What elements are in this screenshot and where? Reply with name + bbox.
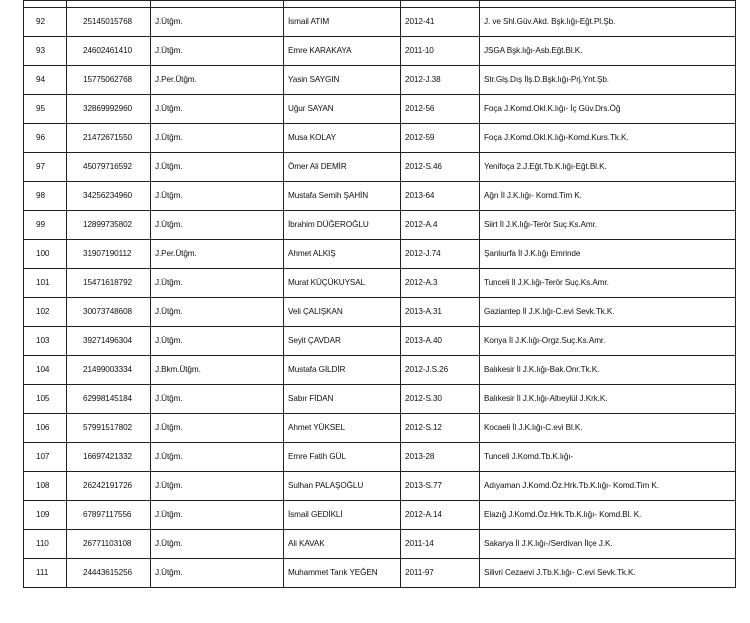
cell-row-number: 98 bbox=[24, 182, 67, 211]
cell-id-number: 15775062768 bbox=[67, 66, 151, 95]
cell-unit-assignment: Tunceli J.Komd.Tb.K.lığı- bbox=[480, 443, 736, 472]
cell-row-number: 103 bbox=[24, 327, 67, 356]
cell-full-name: Murat KÜÇÜKUYSAL bbox=[284, 269, 401, 298]
cell-row-number: 99 bbox=[24, 211, 67, 240]
cell-row-number: 101 bbox=[24, 269, 67, 298]
cell-id-number: 57991517802 bbox=[67, 414, 151, 443]
cell-class-code: 2011-14 bbox=[401, 530, 480, 559]
cell-full-name: Yasin SAYGIN bbox=[284, 66, 401, 95]
cell-rank: J.Ütğm. bbox=[151, 443, 284, 472]
cell-rank: J.Ütğm. bbox=[151, 298, 284, 327]
cell-full-name: İbrahim DÜĞEROĞLU bbox=[284, 211, 401, 240]
cell-row-number: 111 bbox=[24, 559, 67, 588]
cell-rank: J.Ütğm. bbox=[151, 472, 284, 501]
cell-class-code: 2012-56 bbox=[401, 95, 480, 124]
cell-id-number: 21472671550 bbox=[67, 124, 151, 153]
cell-rank: J.Per.Ütğm. bbox=[151, 66, 284, 95]
table-row bbox=[24, 95, 736, 124]
cell-rank: J.Ütğm. bbox=[151, 182, 284, 211]
cell-unit-assignment: Silivri Cezaevi J.Tb.K.lığı- C.evi Sevk.Tk.K. bbox=[480, 559, 736, 588]
cell-unit-assignment: Foça J.Komd.Okl.K.lığı- İç Güv.Drs.Öğ bbox=[480, 95, 736, 124]
cell-rank: J.Ütğm. bbox=[151, 124, 284, 153]
cell-class-code: 2012-59 bbox=[401, 124, 480, 153]
table-row-cut-off bbox=[24, 1, 736, 8]
cell-class-code: 2012-J.38 bbox=[401, 66, 480, 95]
cell-full-name: İsmail GEDİKLİ bbox=[284, 501, 401, 530]
cell-full-name: Uğur SAYAN bbox=[284, 95, 401, 124]
cell-row-number: 92 bbox=[24, 8, 67, 37]
cell-rank: J.Ütğm. bbox=[151, 559, 284, 588]
cell-row-number: 95 bbox=[24, 95, 67, 124]
cell-rank: J.Ütğm. bbox=[151, 269, 284, 298]
cell-id-number: 24602461410 bbox=[67, 37, 151, 66]
cell-full-name: İsmail ATIM bbox=[284, 8, 401, 37]
cell-full-name: Mustafa Semih ŞAHİN bbox=[284, 182, 401, 211]
cell-rank: J.Ütğm. bbox=[151, 8, 284, 37]
cell-class-code: 2012-J.S.26 bbox=[401, 356, 480, 385]
cell-class-code: 2013-A.40 bbox=[401, 327, 480, 356]
cell-unit-assignment: Ağrı İl J.K.lığı- Komd.Tim K. bbox=[480, 182, 736, 211]
cell-id-number: 15471618792 bbox=[67, 269, 151, 298]
cell-row-number: 107 bbox=[24, 443, 67, 472]
cell-row-number: 96 bbox=[24, 124, 67, 153]
cell-unit-assignment: Balıkesir İl J.K.lığı-Bak.Onr.Tk.K. bbox=[480, 356, 736, 385]
cell-full-name: Emre KARAKAYA bbox=[284, 37, 401, 66]
table-row bbox=[24, 530, 736, 559]
cell-class-code: 2013-S.77 bbox=[401, 472, 480, 501]
cell-unit-assignment: Gaziantep İl J.K.lığı-C.evi Sevk.Tk.K. bbox=[480, 298, 736, 327]
cell-class-code: 2011-10 bbox=[401, 37, 480, 66]
cell-full-name: Ahmet YÜKSEL bbox=[284, 414, 401, 443]
cell-unit-assignment: Str.Glş.Dış İlş.D.Bşk.lığı-Prj.Ynt.Şb. bbox=[480, 66, 736, 95]
table-row bbox=[24, 269, 736, 298]
cell-row-number: 104 bbox=[24, 356, 67, 385]
cell-id-number: 34256234960 bbox=[67, 182, 151, 211]
table-row bbox=[24, 443, 736, 472]
cell-unit-assignment: Elazığ J.Komd.Öz.Hrk.Tb.K.lığı- Komd.Bl. K. bbox=[480, 501, 736, 530]
cell-id-number: 45079716592 bbox=[67, 153, 151, 182]
cell-class-code: 2012-J.74 bbox=[401, 240, 480, 269]
cell-full-name: Ömer Ali DEMİR bbox=[284, 153, 401, 182]
cell-class-code: 2013-28 bbox=[401, 443, 480, 472]
cell-full-name: Emre Fatih GÜL bbox=[284, 443, 401, 472]
table-row bbox=[24, 66, 736, 95]
cell-unit-assignment: Balıkesir İl J.K.lığı-Altıeylül J.Krk.K. bbox=[480, 385, 736, 414]
cell-unit-assignment: Siirt İl J.K.lığı-Terör Suç.Ks.Amr. bbox=[480, 211, 736, 240]
cell-full-name: Mustafa GİLDİR bbox=[284, 356, 401, 385]
cell-class-code: 2012-S.30 bbox=[401, 385, 480, 414]
cell-row-number: 97 bbox=[24, 153, 67, 182]
table-row bbox=[24, 385, 736, 414]
cell-row-number: 109 bbox=[24, 501, 67, 530]
cell-class-code: 2013-A.31 bbox=[401, 298, 480, 327]
cell-full-name: Ali KAVAK bbox=[284, 530, 401, 559]
cell-id-number: 26242191726 bbox=[67, 472, 151, 501]
personnel-table bbox=[23, 0, 736, 588]
cell-unit-assignment: J. ve Shl.Güv.Akd. Bşk.lığı-Eğt.Pl.Şb. bbox=[480, 8, 736, 37]
cell-row-number: 94 bbox=[24, 66, 67, 95]
cell-class-code: 2013-64 bbox=[401, 182, 480, 211]
cell-rank: J.Ütğm. bbox=[151, 153, 284, 182]
cell-rank: J.Per.Ütğm. bbox=[151, 240, 284, 269]
cell-id-number: 16697421332 bbox=[67, 443, 151, 472]
cell-rank: J.Ütğm. bbox=[151, 414, 284, 443]
cell-row-number: 105 bbox=[24, 385, 67, 414]
cell-id-number: 67897117556 bbox=[67, 501, 151, 530]
cell-class-code: 2011-97 bbox=[401, 559, 480, 588]
cell-row-number: 106 bbox=[24, 414, 67, 443]
table-row bbox=[24, 414, 736, 443]
cell-full-name: Musa KOLAY bbox=[284, 124, 401, 153]
cell-id-number: 62998145184 bbox=[67, 385, 151, 414]
table-row bbox=[24, 37, 736, 66]
cell-unit-assignment: Tunceli İl J.K.lığı-Terör Suç.Ks.Amr. bbox=[480, 269, 736, 298]
table-row bbox=[24, 211, 736, 240]
table-row bbox=[24, 240, 736, 269]
cell-full-name: Seyit ÇAVDAR bbox=[284, 327, 401, 356]
cell-full-name: Sabır FİDAN bbox=[284, 385, 401, 414]
table-row bbox=[24, 124, 736, 153]
cell-rank: J.Ütğm. bbox=[151, 327, 284, 356]
cell-rank: J.Ütğm. bbox=[151, 501, 284, 530]
cell-class-code: 2012-S.12 bbox=[401, 414, 480, 443]
cell-class-code: 2012-A.3 bbox=[401, 269, 480, 298]
table-row bbox=[24, 559, 736, 588]
cell-full-name: Veli ÇALIŞKAN bbox=[284, 298, 401, 327]
cell-id-number: 39271496304 bbox=[67, 327, 151, 356]
cell-unit-assignment: Kocaeli İl J.K.lığı-C.evi Bl.K. bbox=[480, 414, 736, 443]
table-row bbox=[24, 182, 736, 211]
cell-id-number: 32869992960 bbox=[67, 95, 151, 124]
cell-class-code: 2012-41 bbox=[401, 8, 480, 37]
cell-unit-assignment: Yenifoça 2.J.Eğt.Tb.K.lığı-Eğt.Bl.K. bbox=[480, 153, 736, 182]
cell-id-number: 26771103108 bbox=[67, 530, 151, 559]
cell-unit-assignment: Adıyaman J.Komd.Öz.Hrk.Tb.K.lığı- Komd.Tim K. bbox=[480, 472, 736, 501]
cell-id-number: 25145015768 bbox=[67, 8, 151, 37]
cell-full-name: Sulhan PALAŞOĞLU bbox=[284, 472, 401, 501]
cell-id-number: 24443615256 bbox=[67, 559, 151, 588]
cell-rank: J.Ütğm. bbox=[151, 37, 284, 66]
cell-id-number: 12899735802 bbox=[67, 211, 151, 240]
cell-unit-assignment: JSGA Bşk.lığı-Asb.Eğt.Bl.K. bbox=[480, 37, 736, 66]
cell-class-code: 2012-S.46 bbox=[401, 153, 480, 182]
cell-rank: J.Ütğm. bbox=[151, 211, 284, 240]
cell-row-number: 102 bbox=[24, 298, 67, 327]
cell-rank: J.Bkm.Ütğm. bbox=[151, 356, 284, 385]
table-row bbox=[24, 153, 736, 182]
cell-full-name: Ahmet ALKIŞ bbox=[284, 240, 401, 269]
cell-row-number: 108 bbox=[24, 472, 67, 501]
cell-unit-assignment: Şanlıurfa İl J.K.lığı Emrinde bbox=[480, 240, 736, 269]
cell-row-number: 93 bbox=[24, 37, 67, 66]
table-row bbox=[24, 356, 736, 385]
cell-unit-assignment: Sakarya İl J.K.lığı-/Serdivan İlçe J.K. bbox=[480, 530, 736, 559]
cell-id-number: 30073748608 bbox=[67, 298, 151, 327]
table-row bbox=[24, 8, 736, 37]
cell-class-code: 2012-A.14 bbox=[401, 501, 480, 530]
cell-rank: J.Ütğm. bbox=[151, 530, 284, 559]
cell-full-name: Muhammet Tarık YEĞEN bbox=[284, 559, 401, 588]
cell-id-number: 31907190112 bbox=[67, 240, 151, 269]
cell-id-number: 21499003334 bbox=[67, 356, 151, 385]
cell-unit-assignment: Foça J.Komd.Okl.K.lığı-Komd.Kurs.Tk.K. bbox=[480, 124, 736, 153]
table-row bbox=[24, 501, 736, 530]
table-row bbox=[24, 298, 736, 327]
cell-row-number: 100 bbox=[24, 240, 67, 269]
cell-rank: J.Ütğm. bbox=[151, 95, 284, 124]
table-row bbox=[24, 472, 736, 501]
cell-unit-assignment: Konya İl J.K.lığı-Orgz.Suç.Ks.Amr. bbox=[480, 327, 736, 356]
table-row bbox=[24, 327, 736, 356]
table-body bbox=[24, 1, 736, 588]
cell-row-number: 110 bbox=[24, 530, 67, 559]
cell-rank: J.Ütğm. bbox=[151, 385, 284, 414]
cell-class-code: 2012-A.4 bbox=[401, 211, 480, 240]
